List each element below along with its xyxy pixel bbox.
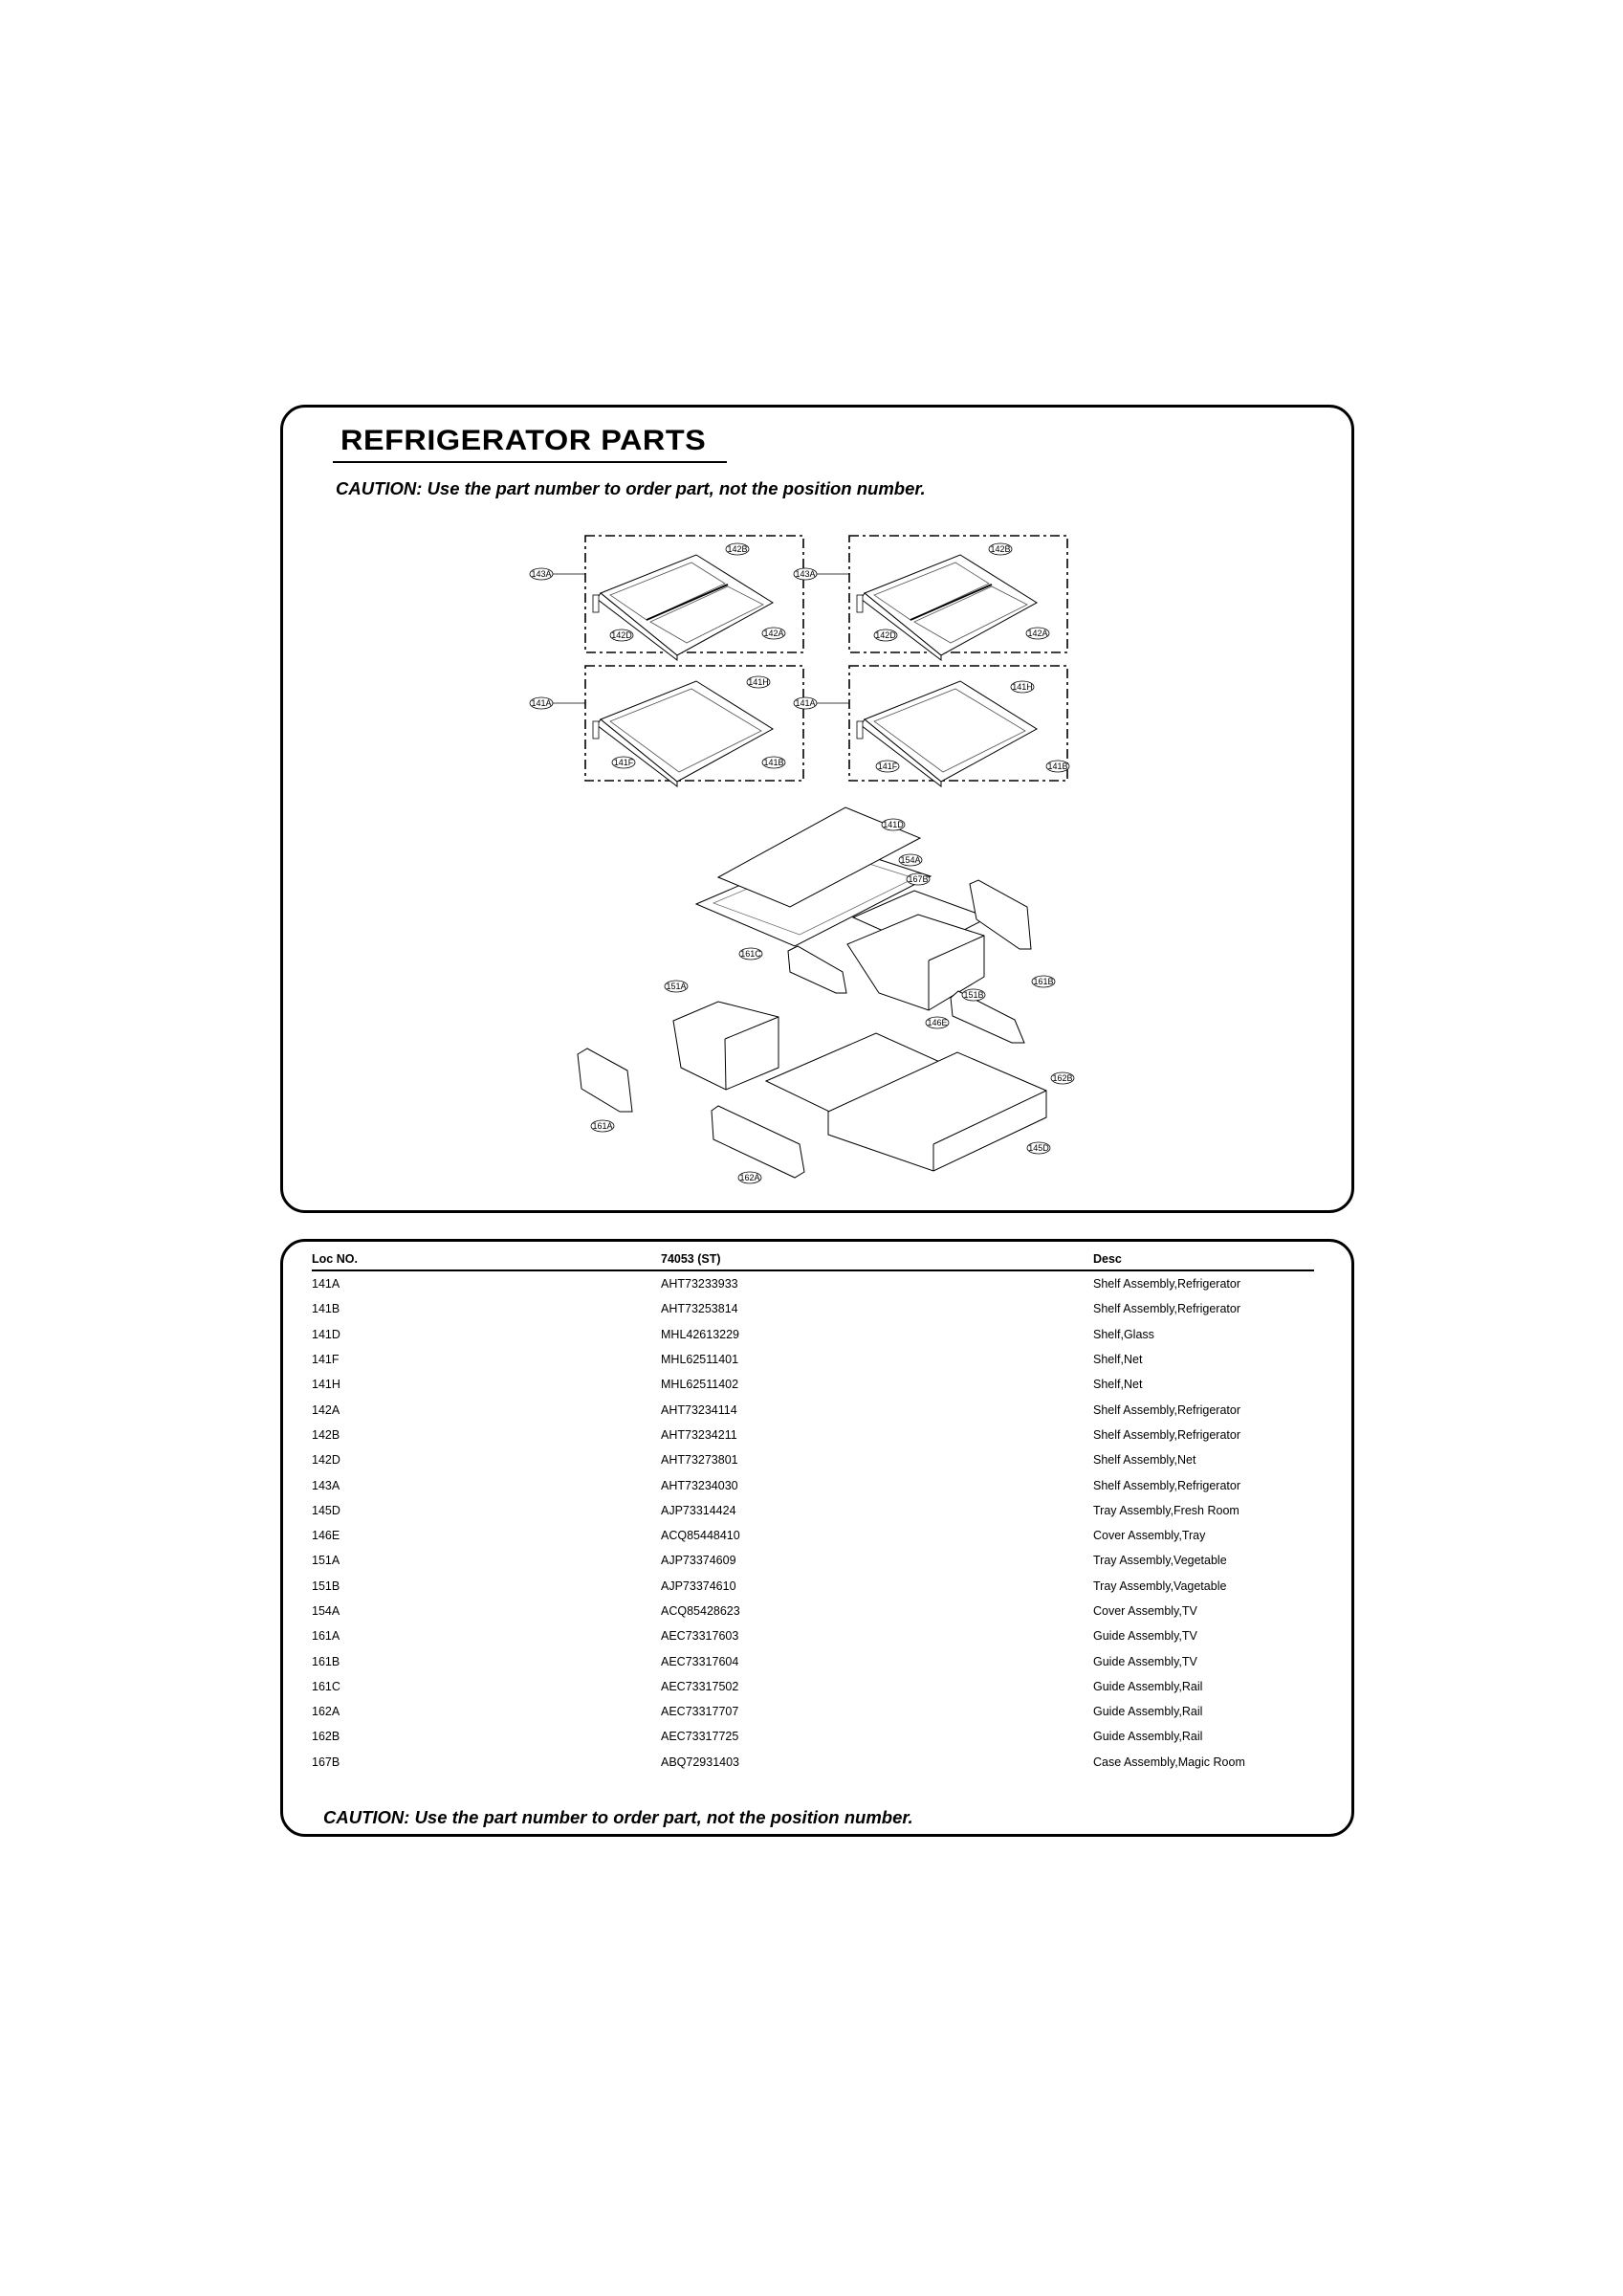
svg-text:146E: 146E <box>927 1018 948 1027</box>
description: Cover Assembly,Tray <box>1093 1529 1206 1543</box>
loc-no: 142D <box>312 1453 340 1468</box>
part-number: AHT73234211 <box>661 1427 737 1442</box>
part-number: AJP73374609 <box>661 1554 736 1568</box>
part-number: AJP73314424 <box>661 1503 736 1517</box>
svg-text:151B: 151B <box>963 990 984 1000</box>
svg-text:141A: 141A <box>795 698 816 708</box>
loc-no: 161B <box>312 1654 340 1668</box>
shelf-assembly-141A-right <box>794 666 1069 786</box>
part-number: AJP73374610 <box>661 1578 736 1593</box>
description: Shelf Assembly,Net <box>1093 1453 1196 1468</box>
svg-text:143A: 143A <box>531 569 552 579</box>
table-header-row <box>312 1248 1314 1270</box>
part-number: MHL62511401 <box>661 1353 739 1367</box>
svg-text:142A: 142A <box>1027 629 1048 638</box>
part-number: AEC73317604 <box>661 1654 739 1668</box>
table-row <box>312 1322 1314 1347</box>
svg-text:142D: 142D <box>875 630 896 640</box>
column-header-loc-no: Loc NO. <box>312 1248 661 1270</box>
table-row <box>312 1648 1314 1673</box>
part-number: AHT73253814 <box>661 1302 738 1316</box>
svg-text:162A: 162A <box>739 1173 760 1182</box>
table-row <box>312 1599 1314 1623</box>
table-row <box>312 1347 1314 1372</box>
svg-text:151A: 151A <box>666 982 687 991</box>
part-number: ABQ72931403 <box>661 1755 740 1769</box>
column-header-part-number: 74053 (ST) <box>661 1248 1093 1270</box>
description: Tray Assembly,Vagetable <box>1093 1578 1227 1593</box>
svg-text:161A: 161A <box>592 1121 613 1131</box>
table-row <box>312 1423 1314 1447</box>
description: Tray Assembly,Fresh Room <box>1093 1503 1239 1517</box>
svg-text:141D: 141D <box>883 820 904 829</box>
svg-text:141H: 141H <box>748 677 769 687</box>
svg-text:162B: 162B <box>1052 1073 1073 1083</box>
part-number: AHT73233933 <box>661 1277 738 1292</box>
page-title: REFRIGERATOR PARTS <box>340 425 707 456</box>
part-number: AEC73317502 <box>661 1679 739 1693</box>
table-row <box>312 1699 1314 1724</box>
description: Shelf Assembly,Refrigerator <box>1093 1478 1240 1492</box>
svg-text:141F: 141F <box>613 758 634 767</box>
column-header-desc: Desc <box>1093 1248 1314 1270</box>
part-number: MHL62511402 <box>661 1378 739 1392</box>
table-row <box>312 1523 1314 1548</box>
loc-no: 141D <box>312 1327 340 1341</box>
part-number: AHT73273801 <box>661 1453 738 1468</box>
svg-text:141B: 141B <box>763 758 784 767</box>
exploded-parts-diagram <box>283 408 1351 1210</box>
caution-note-bottom: CAUTION: Use the part number to order part, not the position number. <box>323 1807 913 1827</box>
description: Guide Assembly,TV <box>1093 1654 1197 1668</box>
diagram-panel <box>280 405 1354 1213</box>
part-number: AEC73317725 <box>661 1730 739 1744</box>
loc-no: 151A <box>312 1554 340 1568</box>
table-row <box>312 1397 1314 1422</box>
table-row <box>312 1548 1314 1573</box>
loc-no: 141B <box>312 1302 340 1316</box>
description: Cover Assembly,TV <box>1093 1604 1197 1618</box>
loc-no: 161A <box>312 1629 340 1644</box>
table-row <box>312 1447 1314 1472</box>
description: Shelf Assembly,Refrigerator <box>1093 1402 1240 1417</box>
svg-text:154A: 154A <box>900 855 921 865</box>
table-row <box>312 1270 1314 1296</box>
part-number: ACQ85448410 <box>661 1529 740 1543</box>
svg-text:141H: 141H <box>1012 682 1033 692</box>
svg-text:142B: 142B <box>727 544 748 554</box>
table-row <box>312 1674 1314 1699</box>
description: Shelf,Net <box>1093 1378 1143 1392</box>
description: Guide Assembly,Rail <box>1093 1730 1203 1744</box>
loc-no: 141A <box>312 1277 340 1292</box>
table-row <box>312 1498 1314 1523</box>
table-row <box>312 1574 1314 1599</box>
svg-text:161C: 161C <box>740 949 761 959</box>
svg-text:143A: 143A <box>795 569 816 579</box>
description: Shelf Assembly,Refrigerator <box>1093 1277 1240 1292</box>
part-number: AHT73234114 <box>661 1402 737 1417</box>
description: Tray Assembly,Vegetable <box>1093 1554 1227 1568</box>
table-row <box>312 1372 1314 1397</box>
description: Guide Assembly,Rail <box>1093 1705 1203 1719</box>
svg-text:141A: 141A <box>531 698 552 708</box>
loc-no: 167B <box>312 1755 340 1769</box>
loc-no: 146E <box>312 1529 340 1543</box>
loc-no: 154A <box>312 1604 340 1618</box>
svg-text:145D: 145D <box>1028 1143 1049 1153</box>
caution-note-top: CAUTION: Use the part number to order part, not the position number. <box>336 478 926 498</box>
table-row <box>312 1724 1314 1749</box>
loc-no: 151B <box>312 1578 340 1593</box>
loc-no: 142A <box>312 1402 340 1417</box>
svg-text:141F: 141F <box>877 762 898 771</box>
description: Guide Assembly,TV <box>1093 1629 1197 1644</box>
part-number: AEC73317707 <box>661 1705 739 1719</box>
svg-text:141B: 141B <box>1047 762 1068 771</box>
loc-no: 142B <box>312 1427 340 1442</box>
loc-no: 141F <box>312 1353 340 1367</box>
loc-no: 143A <box>312 1478 340 1492</box>
description: Guide Assembly,Rail <box>1093 1679 1203 1693</box>
svg-text:167B: 167B <box>908 874 929 884</box>
description: Case Assembly,Magic Room <box>1093 1755 1245 1769</box>
parts-table-panel <box>280 1239 1354 1837</box>
table-row <box>312 1296 1314 1321</box>
loc-no: 162A <box>312 1705 340 1719</box>
description: Shelf,Glass <box>1093 1327 1154 1341</box>
svg-text:142B: 142B <box>990 544 1011 554</box>
shelf-assembly-141A-left <box>530 666 803 786</box>
part-number: AEC73317603 <box>661 1629 739 1644</box>
loc-no: 161C <box>312 1679 340 1693</box>
description: Shelf Assembly,Refrigerator <box>1093 1427 1240 1442</box>
loc-no: 145D <box>312 1503 340 1517</box>
description: Shelf,Net <box>1093 1353 1143 1367</box>
shelf-assembly-143A-left <box>530 536 803 660</box>
parts-table <box>312 1248 1314 1775</box>
svg-text:142D: 142D <box>611 630 632 640</box>
shelf-assembly-143A-right <box>794 536 1067 660</box>
loc-no: 141H <box>312 1378 340 1392</box>
part-number: ACQ85428623 <box>661 1604 740 1618</box>
part-number: AHT73234030 <box>661 1478 738 1492</box>
loc-no: 162B <box>312 1730 340 1744</box>
part-number: MHL42613229 <box>661 1327 740 1341</box>
svg-text:161B: 161B <box>1033 977 1054 986</box>
svg-text:142A: 142A <box>763 629 784 638</box>
table-row <box>312 1750 1314 1775</box>
table-row <box>312 1623 1314 1648</box>
table-row <box>312 1472 1314 1497</box>
description: Shelf Assembly,Refrigerator <box>1093 1302 1240 1316</box>
